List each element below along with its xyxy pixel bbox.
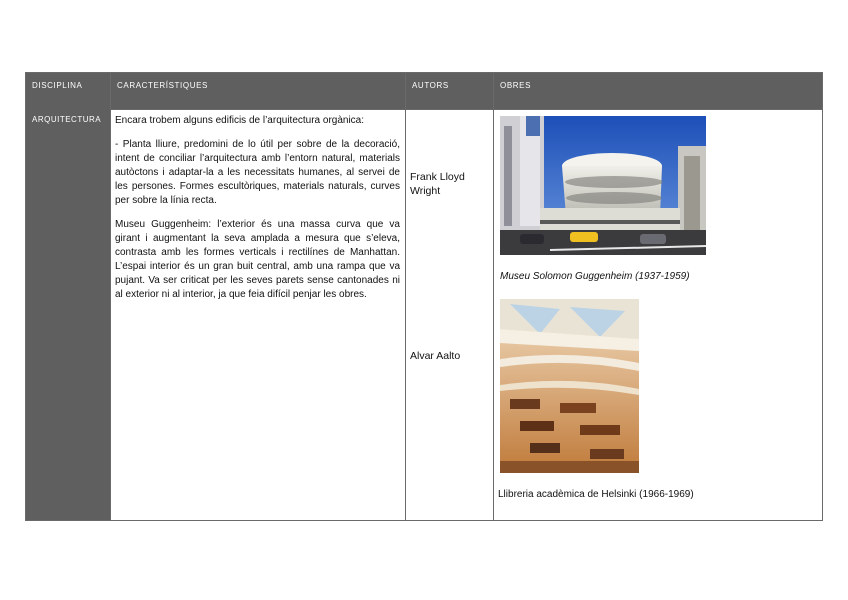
header-divider	[26, 109, 822, 110]
discipline-label: ARQUITECTURA	[32, 115, 102, 124]
header-caracteristiques: CARACTERÍSTIQUES	[117, 81, 208, 90]
architecture-table	[25, 72, 823, 521]
caption-helsinki: Llibreria acadèmica de Helsinki (1966-1969)	[498, 489, 694, 500]
paragraph-features: - Planta lliure, predomini de lo útil per sobre de la decoració, intent de conciliar l’arquitectura amb l’entorn natural, materials autòctons i adaptar-la a les necessitats humanes, al servei de les persones. Formes escultòriques, materials naturals, curves per sobre la línia recta.	[115, 139, 400, 206]
paragraph-guggenheim: Museu Guggenheim: l’exterior és una massa curva que va girant i augmentant la seva amplada a mesura que s’eleva, contrasta amb les formes verticals i rectilínes de Manhattan. L’espai interior és un gran buit central, amb una rampa que va pujant. Va ser criticat per les seves parets sense cantonades ni al exterior ni al interior, ja que feia difícil penjar les obres.	[115, 219, 400, 300]
author-aalto: Alvar Aalto	[410, 350, 461, 362]
guggenheim-photo	[500, 116, 706, 255]
characteristics-text	[115, 114, 400, 312]
header-obres: OBRES	[500, 81, 532, 90]
caption-guggenheim: Museu Solomon Guggenheim (1937-1959)	[500, 271, 690, 282]
helsinki-bookstore-photo	[500, 299, 639, 473]
discipline-cell	[26, 109, 110, 520]
author-wright: Frank Lloyd Wright	[410, 171, 465, 197]
header-autors: AUTORS	[412, 81, 449, 90]
paragraph-intro: Encara trobem alguns edificis de l’arquitectura orgànica:	[115, 115, 365, 126]
header-disciplina: DISCIPLINA	[32, 81, 83, 90]
column-divider	[110, 73, 111, 520]
table-header	[26, 73, 822, 109]
column-divider	[405, 73, 406, 520]
column-divider	[493, 73, 494, 520]
